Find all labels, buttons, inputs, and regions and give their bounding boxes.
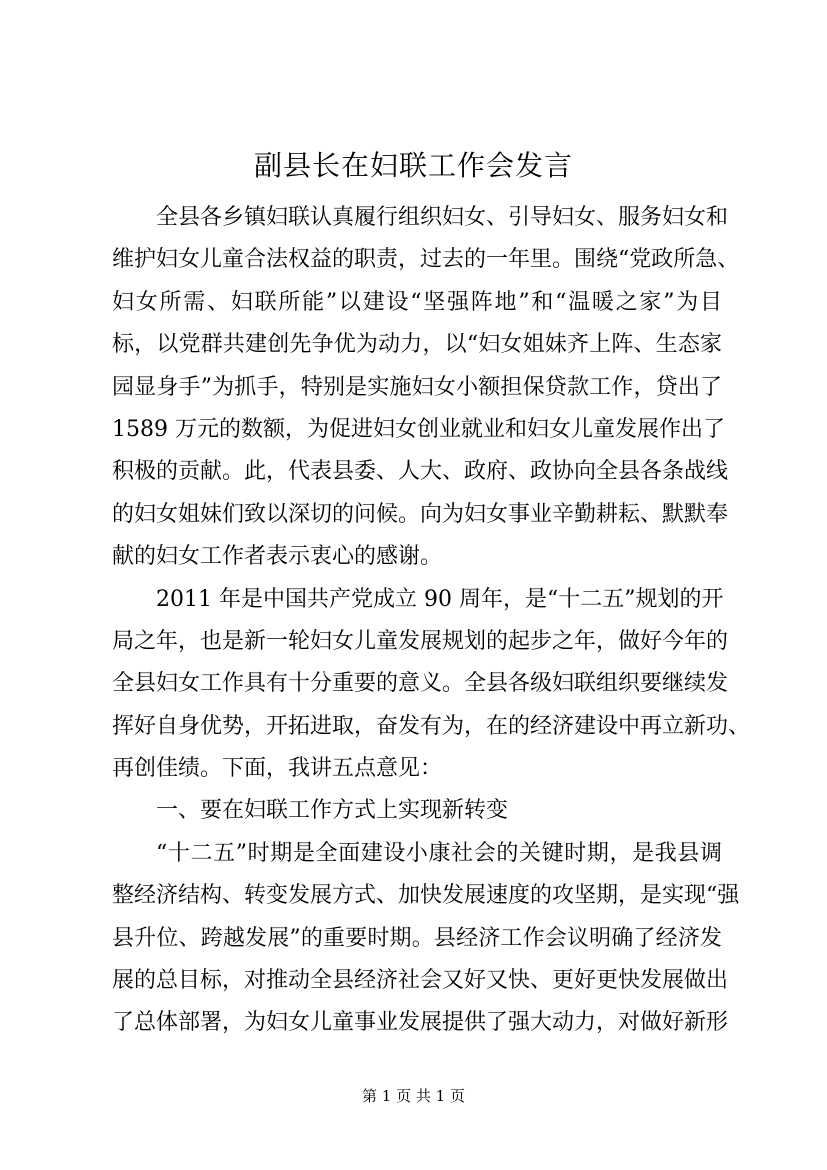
paragraph-line: 全县妇女工作具有十分重要的意义。全县各级妇联组织要继续发: [112, 671, 729, 697]
paragraph-line: 再创佳绩。下面，我讲五点意见：: [112, 756, 443, 782]
paragraph-line: 展的总目标，对推动全县经济社会又好又快、更好更快发展做出: [112, 968, 729, 994]
paragraph-line: 局之年，也是新一轮妇女儿童发展规划的起步之年，做好今年的: [112, 628, 729, 654]
paragraph-line: 园显身手”为抓手，特别是实施妇女小额担保贷款工作，贷出了: [112, 374, 722, 400]
paragraph-line: 了总体部署，为妇女儿童事业发展提供了强大动力，对做好新形: [112, 1010, 729, 1036]
paragraph-line: 1589 万元的数额，为促进妇女创业就业和妇女儿童发展作出了: [112, 416, 725, 442]
paragraph-line: 积极的贡献。此，代表县委、人大、政府、政协向全县各条战线: [112, 459, 729, 485]
page-number-footer: 第 1 页 共 1 页: [362, 1087, 465, 1105]
document-body: [112, 197, 751, 1045]
paragraph-line: 的妇女姐妹们致以深切的问候。向为妇女事业辛勤耕耘、默默奉: [112, 501, 729, 527]
paragraph-line: 献的妇女工作者表示衷心的感谢。: [112, 544, 443, 570]
paragraph-line: 全县各乡镇妇联认真履行组织妇女、引导妇女、服务妇女和: [156, 205, 729, 230]
paragraph-line: “十二五”时期是全面建设小康社会的关键时期，是我县调: [156, 840, 722, 866]
paragraph-line: 2011 年是中国共产党成立 90 周年，是“十二五”规划的开: [156, 586, 724, 612]
paragraph-line: 妇女所需、妇联所能”以建设“坚强阵地”和“温暖之家”为目: [112, 289, 722, 315]
section-heading: 一、要在妇联工作方式上实现新转变: [156, 798, 509, 824]
document-title: 副县长在妇联工作会发言: [253, 149, 573, 182]
paragraph-line: 维护妇女儿童合法权益的职责，过去的一年里。围绕“党政所急、: [112, 247, 740, 273]
paragraph-line: 县升位、跨越发展”的重要时期。县经济工作会议明确了经济发: [112, 925, 722, 951]
paragraph-line: 挥好自身优势，开拓进取，奋发有为，在的经济建设中再立新功、: [112, 713, 751, 739]
paragraph-line: 整经济结构、转变发展方式、加快发展速度的攻坚期，是实现“强: [112, 883, 740, 909]
paragraph-line: 标，以党群共建创先争优为动力，以“妇女姐妹齐上阵、生态家: [112, 332, 722, 358]
